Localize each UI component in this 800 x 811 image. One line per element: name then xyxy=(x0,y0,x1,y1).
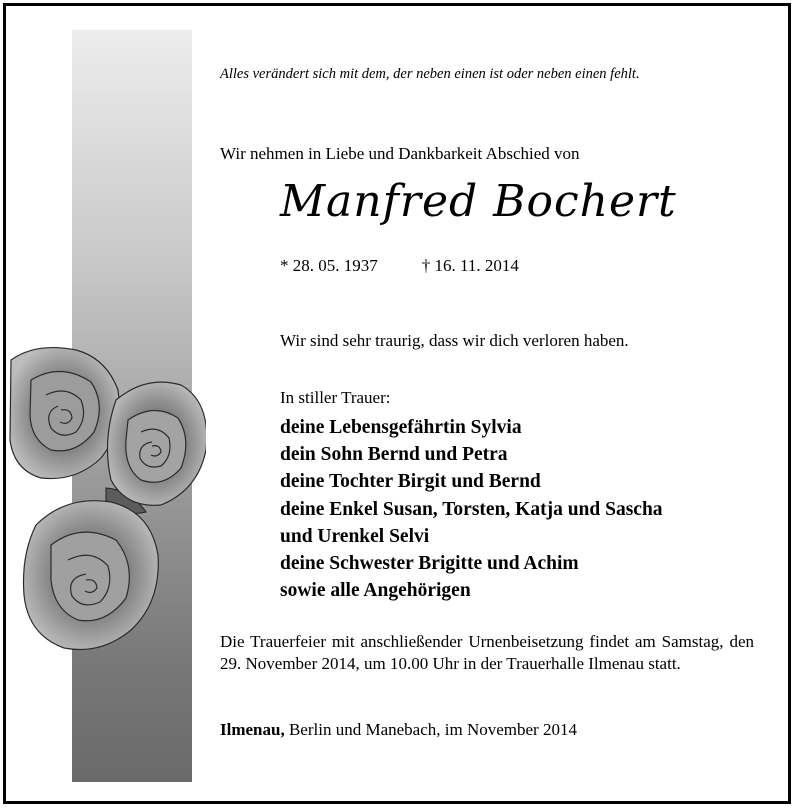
mourner-item: dein Sohn Bernd und Petra xyxy=(280,444,508,466)
sorrow-line: Wir sind sehr traurig, dass wir dich verloren haben. xyxy=(280,331,629,350)
deceased-name: Manfred Bochert xyxy=(280,176,677,227)
service-announcement: Die Trauerfeier mit anschließender Urnenbeisetzung findet am Samstag, den 29. November 2014, um 10.00 Uhr in der Trauerhalle Ilmenau statt. xyxy=(220,632,754,673)
birth-date: * 28. 05. 1937 xyxy=(280,256,378,275)
death-date: † 16. 11. 2014 xyxy=(421,256,519,275)
roses-image xyxy=(6,340,206,680)
place-rest: Berlin und Manebach, im November 2014 xyxy=(284,720,577,739)
farewell-intro: Wir nehmen in Liebe und Dankbarkeit Abschied von xyxy=(220,144,580,163)
mourner-item: und Urenkel Selvi xyxy=(280,525,430,547)
mourners-list xyxy=(280,414,663,604)
place-bold: Ilmenau, xyxy=(220,720,285,739)
mourner-item: deine Lebensgefährtin Sylvia xyxy=(280,417,522,438)
mourner-item: sowie alle Angehörigen xyxy=(280,580,471,602)
motto-quote: Alles verändert sich mit dem, der neben einen ist oder neben einen fehlt. xyxy=(220,66,640,82)
mourner-item: deine Enkel Susan, Torsten, Katja und Sascha xyxy=(280,498,663,520)
mourning-label: In stiller Trauer: xyxy=(280,388,391,407)
mourner-item: deine Tochter Birgit und Bernd xyxy=(280,471,541,493)
mourner-item: deine Schwester Brigitte und Achim xyxy=(280,553,579,575)
life-dates xyxy=(280,256,519,276)
place-date-line xyxy=(220,720,577,740)
